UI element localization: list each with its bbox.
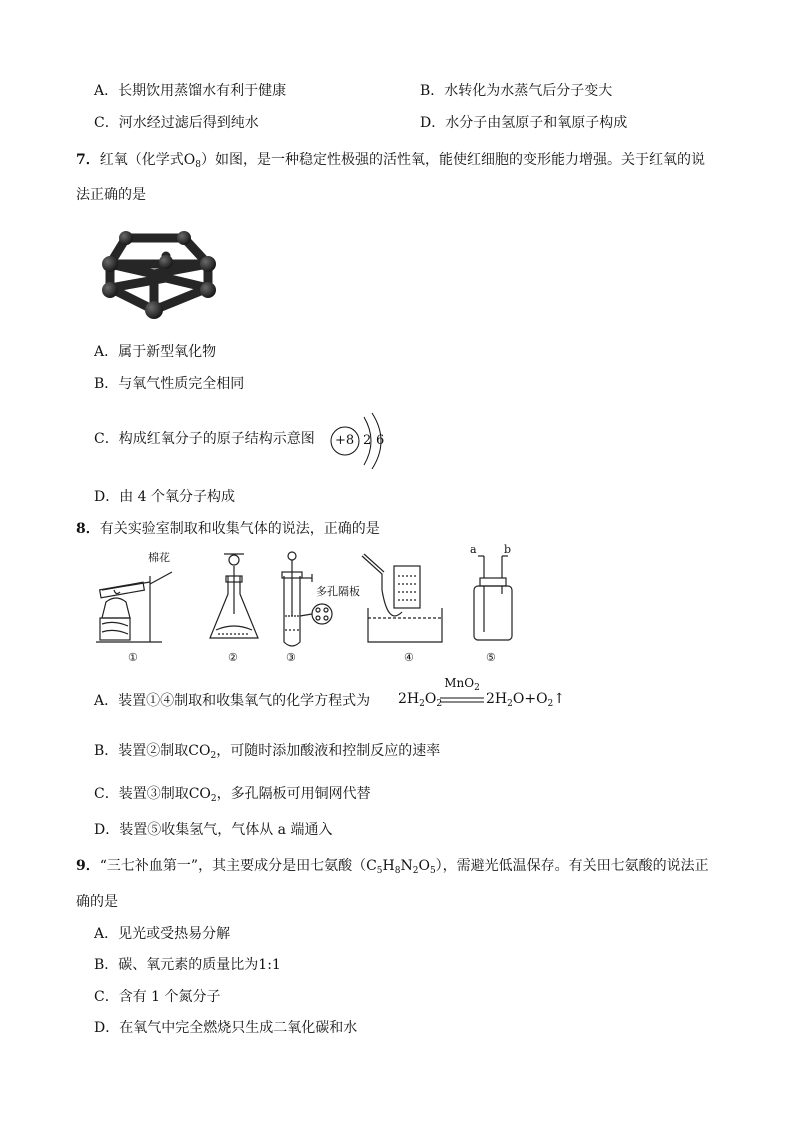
q6-option-b: B．水转化为水蒸气后分子变大 <box>420 83 613 99</box>
apparatus-label-4: ④ <box>404 651 414 664</box>
q9-stem-line-1: 9．“三七补血第一”，其主要成分是田七氨酸$(C_5H_8N_2O_5)$，需避光低温保存。有关田七氨酸的说法正 <box>76 858 709 876</box>
q9-stem-part-1: “三七补血第一”，其主要成分是田七氨酸（C <box>99 858 377 874</box>
apparatus-label-1: ① <box>128 651 138 664</box>
q7-formula-subscript: 8 <box>195 160 201 170</box>
q8-option-c: C．装置③制取$CO_2$，多孔隔板可用铜网代替 <box>94 786 371 804</box>
eq-reactant-h: 2H <box>398 691 420 707</box>
label-port-b: b <box>504 543 512 556</box>
q9-number: 9． <box>76 858 100 874</box>
apparatus-label-5: ⑤ <box>486 651 496 664</box>
q7-stem-part-1: 红氧（化学式O <box>99 152 196 168</box>
q8-option-a-text: A．装置①④制取和收集氧气的化学方程式为 <box>94 693 371 709</box>
q8-number: 8． <box>76 521 100 537</box>
q7-number: 7． <box>76 152 100 168</box>
apparatus-label-3: ③ <box>286 651 296 664</box>
eq-double-line <box>440 696 484 704</box>
q9-option-a: A．见光或受热易分解 <box>94 926 231 942</box>
red-oxygen-molecule-figure <box>96 226 228 322</box>
eq-catalyst: MnO$_2$ <box>444 676 480 693</box>
label-porous-board: 多孔隔板 <box>316 585 360 598</box>
oxygen-atom-structure-diagram <box>328 409 388 473</box>
q7-option-a: A．属于新型氧化物 <box>94 344 217 360</box>
q9-option-c: C．含有 1 个氮分子 <box>94 989 221 1005</box>
q9-option-b: B．碳、氧元素的质量比为1:1 <box>94 957 281 973</box>
q6-option-a: A．长期饮用蒸馏水有利于健康 <box>94 83 287 99</box>
atom-shell-2-count: 6 <box>376 433 385 448</box>
q7-stem-line-2: 法正确的是 <box>76 187 146 203</box>
q8-stem-text: 有关实验室制取和收集气体的说法，正确的是 <box>99 521 380 537</box>
apparatus-label-2: ② <box>228 651 238 664</box>
q8-option-b: B．装置②制取$CO_2$，可随时添加酸液和控制反应的速率 <box>94 743 441 761</box>
q7-option-b: B．与氧气性质完全相同 <box>94 376 245 392</box>
eq-product-h: 2H <box>486 691 508 707</box>
q8-option-a-equation <box>398 690 442 708</box>
apparatus-drawing <box>92 543 532 670</box>
eq-catalyst-text: MnO <box>444 676 475 690</box>
q8-option-b-pre: B．装置②制取CO <box>94 743 211 759</box>
q6-option-c: C．河水经过滤后得到纯水 <box>94 115 259 131</box>
q8-stem <box>76 520 380 538</box>
q8-option-d: D．装置⑤收集氢气，气体从 a 端通入 <box>94 822 333 838</box>
q9-stem-part-2: ），需避光低温保存。有关田七氨酸的说法正 <box>435 858 709 874</box>
atom-shell-1-count: 2 <box>363 433 372 448</box>
q8-option-c-post: ，多孔隔板可用铜网代替 <box>216 786 371 802</box>
q7-option-d: D．由 4 个氧分子构成 <box>94 489 236 505</box>
q9-stem-line-2: 确的是 <box>76 894 118 910</box>
eq-products: $2H_2O+O_2↑$ <box>486 691 566 709</box>
q8-option-a <box>94 692 370 710</box>
q7-stem-part-2: ）如图，是一种稳定性极强的活性氧，能使红细胞的变形能力增强。关于红氧的说 <box>200 152 705 168</box>
q7-option-c: C．构成红氧分子的原子结构示意图 <box>94 431 315 447</box>
atom-nucleus-charge: +8 <box>335 433 355 448</box>
label-port-a: a <box>470 543 477 556</box>
lab-apparatus-figure <box>92 543 532 670</box>
label-cotton: 棉花 <box>148 551 170 564</box>
q7-stem-line-1 <box>76 151 705 169</box>
q6-option-d: D．水分子由氢原子和氧原子构成 <box>420 115 628 131</box>
eq-reactant: $2H_2O_2$ <box>398 691 443 709</box>
q8-option-b-post: ，可随时添加酸液和控制反应的速率 <box>216 743 441 759</box>
q9-option-d: D．在氧气中完全燃烧只生成二氧化碳和水 <box>94 1020 358 1036</box>
q8-option-c-pre: C．装置③制取CO <box>94 786 211 802</box>
